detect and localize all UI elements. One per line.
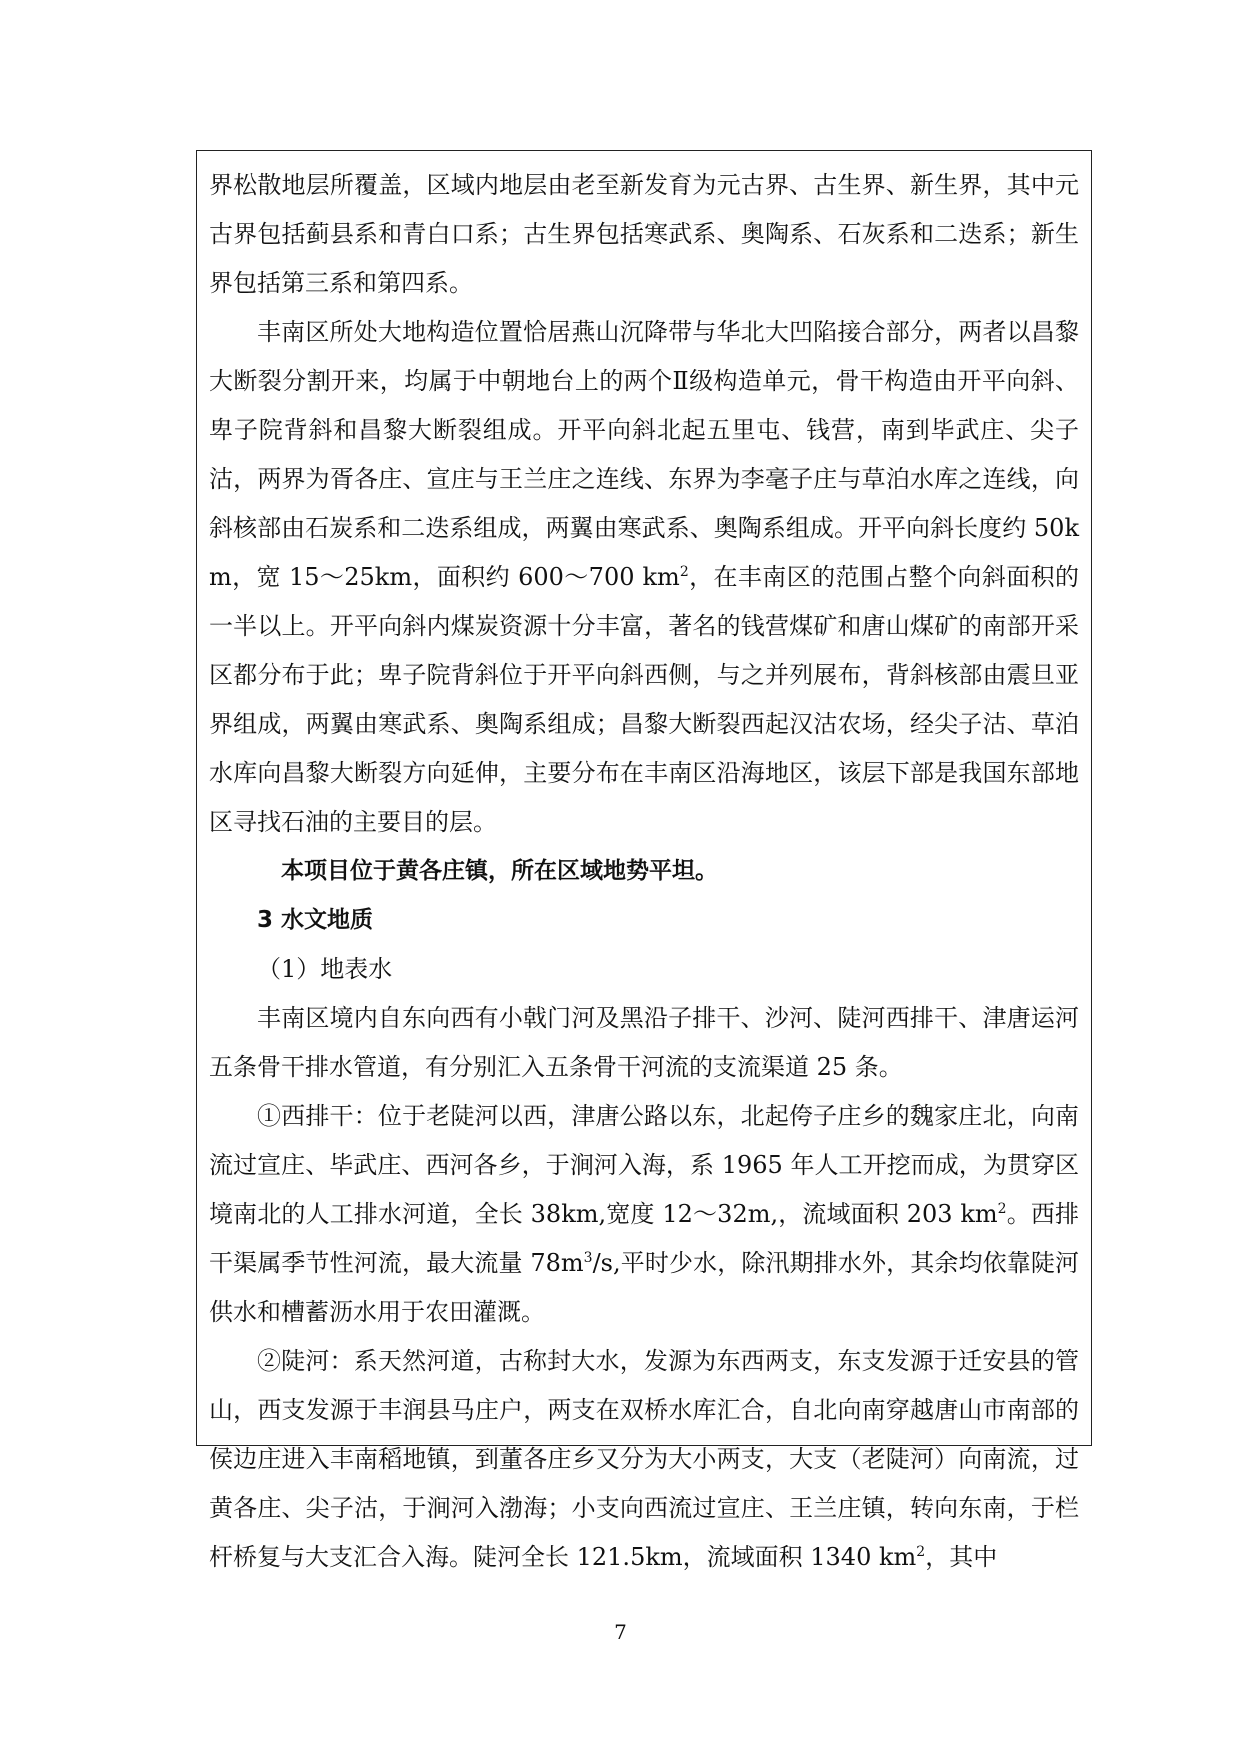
paragraph-text: 丰南区所处大地构造位置恰居燕山沉降带与华北大凹陷接合部分，两者以昌黎大断裂分割开来，均属于中朝地台上的两个Ⅱ级构造单元，骨干构造由开平向斜、卑子院背斜和昌黎大断裂组成。开平向斜北起五里屯、钱营，南到毕武庄、尖子沽，两界为胥各庄、宣庄与王兰庄之连线、东界为李毫子庄与草泊水库之连线，向斜核部由石炭系和二迭系组成，两翼由寒武系、奥陶系组成。开平向斜长度约 50km，宽 15～25km，面积约 600～700 km	[209, 318, 1079, 591]
paragraph-text: ，在丰南区的范围占整个向斜面积的一半以上。开平向斜内煤炭资源十分丰富，著名的钱营煤矿和唐山煤矿的南部开采区都分布于此；卑子院背斜位于开平向斜西侧，与之并列展布，背斜核部由震旦亚界组成，两翼由寒武系、奥陶系组成；昌黎大断裂西起汉沽农场，经尖子沽、草泊水库向昌黎大断裂方向延伸，主要分布在丰南区沿海地区，该层下部是我国东部地区寻找石油的主要目的层。	[209, 563, 1079, 836]
section-heading: 3 水文地质	[257, 907, 374, 933]
project-location-note: 本项目位于黄各庄镇，所在区域地势平坦。	[281, 858, 718, 884]
superscript: 2	[916, 1544, 926, 1560]
paragraph-strata: 界松散地层所覆盖，区域内地层由老至新发育为元古界、古生界、新生界，其中元古界包括蓟县系和青白口系；古生界包括寒武系、奥陶系、石灰系和二迭系；新生界包括第三系和第四系。	[209, 171, 1079, 297]
paragraph-surface-water: 丰南区境内自东向西有小戟门河及黑沿子排干、沙河、陡河西排干、津唐运河五条骨干排水管道，有分别汇入五条骨干河流的支流渠道 25 条。	[209, 1004, 1079, 1081]
superscript: 3	[583, 1250, 593, 1266]
paragraph-text: /s,平时少水，除汛期排水外，其余均依靠陡河供水和槽蓄沥水用于农田灌溉。	[209, 1249, 1079, 1326]
superscript: 2	[997, 1201, 1007, 1217]
page-number: 7	[614, 1620, 627, 1644]
content-frame	[196, 150, 1092, 1571]
paragraph-tectonics	[209, 308, 1079, 847]
paragraph-xipaigan	[209, 1092, 1079, 1337]
paragraph-text: ②陡河：系天然河道，古称封大水，发源为东西两支，东支发源于迁安县的管山，西支发源于丰润县马庄户，两支在双桥水库汇合，自北向南穿越唐山市南部的侯边庄进入丰南稻地镇，到董各庄乡又分为大小两支，大支（老陡河）向南流，过黄各庄、尖子沽，于涧河入渤海；小支向西流过宣庄、王兰庄镇，转向东南，于栏杆桥复与大支汇合入海。陡河全长 121.5km，流域面积 1340 km	[209, 1347, 1079, 1571]
document-body	[209, 161, 1079, 1582]
subsection-heading: （1）地表水	[257, 955, 393, 983]
paragraph-text: ①西排干：位于老陡河以西，津唐公路以东，北起侉子庄乡的魏家庄北，向南流过宣庄、毕武庄、西河各乡，于涧河入海，系 1965 年人工开挖而成，为贯穿区境南北的人工排水河道，全长 38km,宽度 12～32m,，流域面积 203 km	[209, 1102, 1079, 1228]
superscript: 2	[679, 564, 689, 580]
paragraph-douhe	[209, 1337, 1079, 1582]
paragraph-text: 。西排干渠属季节性河流，最大流量 78m	[209, 1200, 1079, 1277]
paragraph-text: ，其中	[925, 1543, 998, 1571]
